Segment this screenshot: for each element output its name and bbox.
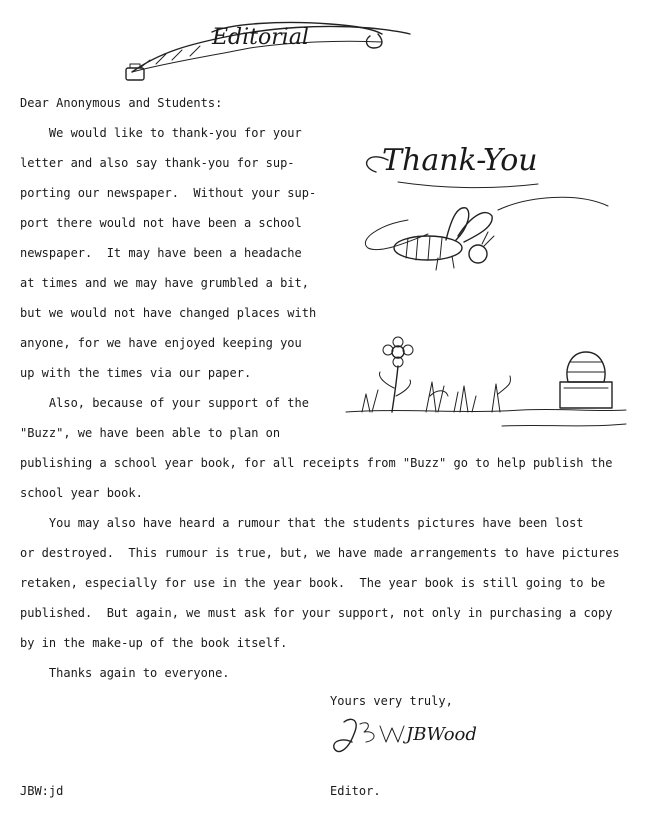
body-line-8: anyone, for we have enjoyed keeping you (20, 336, 302, 350)
beehive-icon (560, 352, 612, 408)
body-line-16: retaken, especially for use in the year book. The year book is still going to be (20, 576, 606, 590)
closing: Yours very truly, (330, 694, 453, 708)
body-line-19: Thanks again to everyone. (20, 666, 230, 680)
editor-title: Editor. (330, 784, 381, 798)
body-line-1: We would like to thank-you for your (20, 126, 302, 140)
body-line-9: up with the times via our paper. (20, 366, 252, 380)
body-line-10: Also, because of your support of the (20, 396, 309, 410)
body-line-13: school year book. (20, 486, 143, 500)
signature (330, 712, 480, 768)
thank-you-illustration (348, 130, 628, 280)
svg-text:JBWood: JBWood (406, 724, 477, 745)
editorial-banner (120, 14, 480, 84)
body-line-11: "Buzz", we have been able to plan on (20, 426, 281, 440)
body-line-18: by in the make-up of the book itself. (20, 636, 288, 650)
thank-you-caption: Thank-You (382, 143, 538, 178)
flower-icon (380, 337, 413, 412)
salutation: Dear Anonymous and Students: (20, 96, 223, 110)
typist-initials: JBW:jd (20, 784, 64, 798)
body-line-3: porting our newspaper. Without your sup- (20, 186, 317, 200)
body-line-17: published. But again, we must ask for your support, not only in purchasing a copy (20, 606, 613, 620)
body-line-15: or destroyed. This rumour is true, but, we have made arrangements to have pictures (20, 546, 620, 560)
body-line-12: publishing a school year book, for all receipts from "Buzz" go to help publish the (20, 456, 613, 470)
flowers-illustration (342, 336, 630, 432)
body-line-2: letter and also say thank-you for sup- (20, 156, 295, 170)
body-line-14: You may also have heard a rumour that the students pictures have been lost (20, 516, 584, 530)
body-line-5: newspaper. It may have been a headache (20, 246, 302, 260)
body-line-6: at times and we may have grumbled a bit, (20, 276, 309, 290)
bee-icon (394, 208, 494, 270)
editorial-title: Editorial (212, 25, 309, 50)
body-line-4: port there would not have been a school (20, 216, 302, 230)
body-line-7: but we would not have changed places with (20, 306, 317, 320)
